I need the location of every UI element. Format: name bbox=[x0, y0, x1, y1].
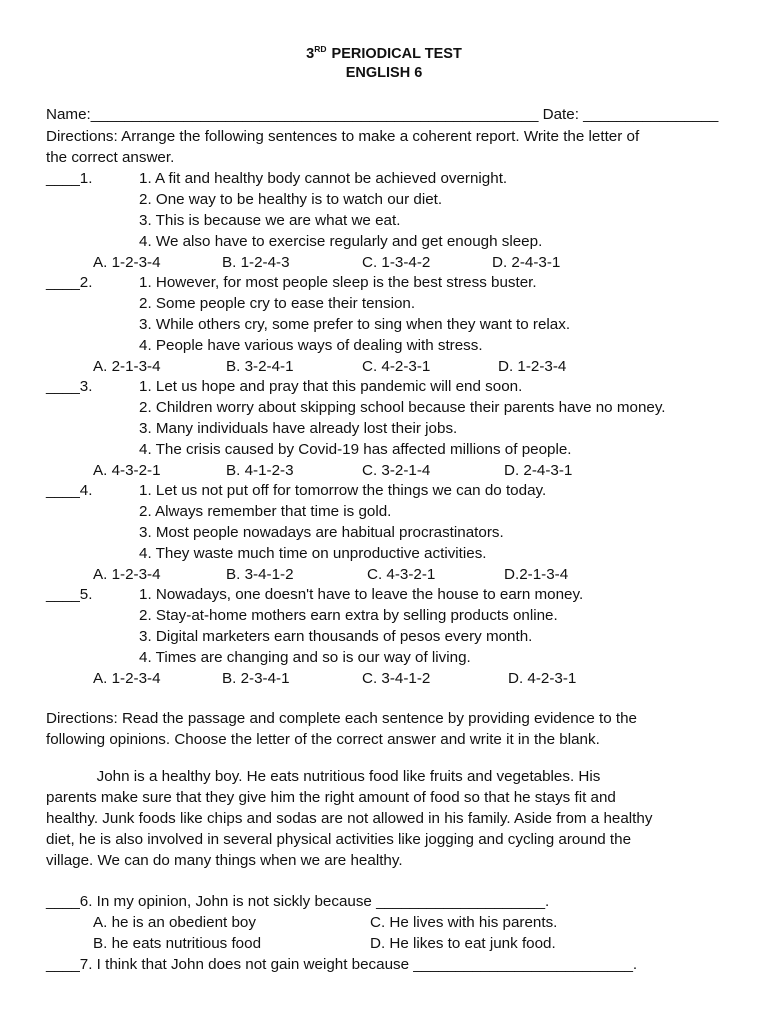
sentence: 4. They waste much time on unproductive activities. bbox=[139, 545, 487, 562]
choice-a: A. 1-2-3-4 bbox=[93, 670, 161, 687]
choice-a: A. 4-3-2-1 bbox=[93, 462, 161, 479]
question-number: ____2. bbox=[46, 274, 93, 291]
sentence: 2. Children worry about skipping school because their parents have no money. bbox=[139, 399, 666, 416]
choice-a: A. 2-1-3-4 bbox=[93, 358, 161, 375]
sentence: 3. While others cry, some prefer to sing when they want to relax. bbox=[139, 316, 571, 333]
choice-b: B. he eats nutritious food bbox=[93, 935, 262, 952]
sentence: 4. Times are changing and so is our way of living. bbox=[139, 649, 471, 666]
choice-d: D. 4-2-3-1 bbox=[508, 670, 577, 687]
choice-b: B. 1-2-4-3 bbox=[222, 254, 290, 271]
sentence: 4. We also have to exercise regularly and get enough sleep. bbox=[139, 233, 543, 250]
test-subject: ENGLISH 6 bbox=[345, 65, 423, 81]
sentence: 2. Stay-at-home mothers earn extra by selling products online. bbox=[139, 607, 558, 624]
sentence: 1. Nowadays, one doesn't have to leave the house to earn money. bbox=[139, 586, 584, 603]
choice-c: C. 4-3-2-1 bbox=[367, 566, 436, 583]
sentence: 1. However, for most people sleep is the best stress buster. bbox=[139, 274, 537, 291]
choice-d: D.2-1-3-4 bbox=[504, 566, 569, 583]
sentence: 3. Digital marketers earn thousands of pesos every month. bbox=[139, 628, 533, 645]
question-number: ____4. bbox=[46, 482, 93, 499]
sentence: 2. One way to be healthy is to watch our diet. bbox=[139, 191, 443, 208]
title-ordinal: RD bbox=[314, 44, 327, 54]
choice-c: C. 1-3-4-2 bbox=[362, 254, 431, 271]
question-stem: ____7. I think that John does not gain weight because __________________________. bbox=[46, 956, 638, 973]
sentence: 3. This is because we are what we eat. bbox=[139, 212, 401, 229]
choice-a: A. he is an obedient boy bbox=[93, 914, 256, 931]
passage-line: parents make sure that they give him the right amount of food so that he stays fit and bbox=[46, 789, 616, 806]
choice-b: B. 4-1-2-3 bbox=[226, 462, 294, 479]
name-date-line: Name:_____________________________________________________ Date: ________________ bbox=[46, 106, 719, 123]
directions-passage-line2: following opinions. Choose the letter of the correct answer and write it in the blank. bbox=[46, 731, 600, 748]
passage-line: diet, he is also involved in several physical activities like jogging and cycling around the bbox=[46, 831, 632, 848]
test-title bbox=[0, 44, 768, 62]
passage-line: village. We can do many things when we are healthy. bbox=[46, 852, 403, 869]
question-number: ____3. bbox=[46, 378, 93, 395]
sentence: 3. Many individuals have already lost their jobs. bbox=[139, 420, 458, 437]
sentence: 1. Let us not put off for tomorrow the things we can do today. bbox=[139, 482, 547, 499]
choice-c: C. 3-2-1-4 bbox=[362, 462, 431, 479]
choice-a: A. 1-2-3-4 bbox=[93, 254, 161, 271]
sentence: 2. Always remember that time is gold. bbox=[139, 503, 392, 520]
directions-passage-line1: Directions: Read the passage and complete each sentence by providing evidence to the bbox=[46, 710, 637, 727]
sentence: 3. Most people nowadays are habitual procrastinators. bbox=[139, 524, 504, 541]
directions-arrange-line1: Directions: Arrange the following sentences to make a coherent report. Write the letter of bbox=[46, 128, 640, 145]
choice-d: D. 2-4-3-1 bbox=[504, 462, 573, 479]
choice-b: B. 3-4-1-2 bbox=[226, 566, 294, 583]
sentence: 1. A fit and healthy body cannot be achieved overnight. bbox=[139, 170, 508, 187]
choice-d: D. 2-4-3-1 bbox=[492, 254, 561, 271]
sentence: 4. The crisis caused by Covid-19 has affected millions of people. bbox=[139, 441, 572, 458]
sentence: 4. People have various ways of dealing with stress. bbox=[139, 337, 483, 354]
directions-arrange-line2: the correct answer. bbox=[46, 149, 175, 166]
sentence: 2. Some people cry to ease their tension. bbox=[139, 295, 416, 312]
question-number: ____5. bbox=[46, 586, 93, 603]
sentence: 1. Let us hope and pray that this pandemic will end soon. bbox=[139, 378, 523, 395]
choice-b: B. 3-2-4-1 bbox=[226, 358, 294, 375]
choice-c: C. He lives with his parents. bbox=[370, 914, 558, 931]
choice-d: D. He likes to eat junk food. bbox=[370, 935, 556, 952]
question-number: ____1. bbox=[46, 170, 93, 187]
question-stem: ____6. In my opinion, John is not sickly because ____________________. bbox=[46, 893, 550, 910]
choice-d: D. 1-2-3-4 bbox=[498, 358, 567, 375]
choice-c: C. 3-4-1-2 bbox=[362, 670, 431, 687]
title-number: 3 bbox=[306, 46, 315, 62]
title-text: PERIODICAL TEST bbox=[327, 46, 462, 62]
choice-c: C. 4-2-3-1 bbox=[362, 358, 431, 375]
choice-b: B. 2-3-4-1 bbox=[222, 670, 290, 687]
passage-line: John is a healthy boy. He eats nutritious food like fruits and vegetables. His bbox=[46, 768, 601, 785]
passage-line: healthy. Junk foods like chips and sodas are not allowed in his family. Aside from a healthy bbox=[46, 810, 653, 827]
choice-a: A. 1-2-3-4 bbox=[93, 566, 161, 583]
